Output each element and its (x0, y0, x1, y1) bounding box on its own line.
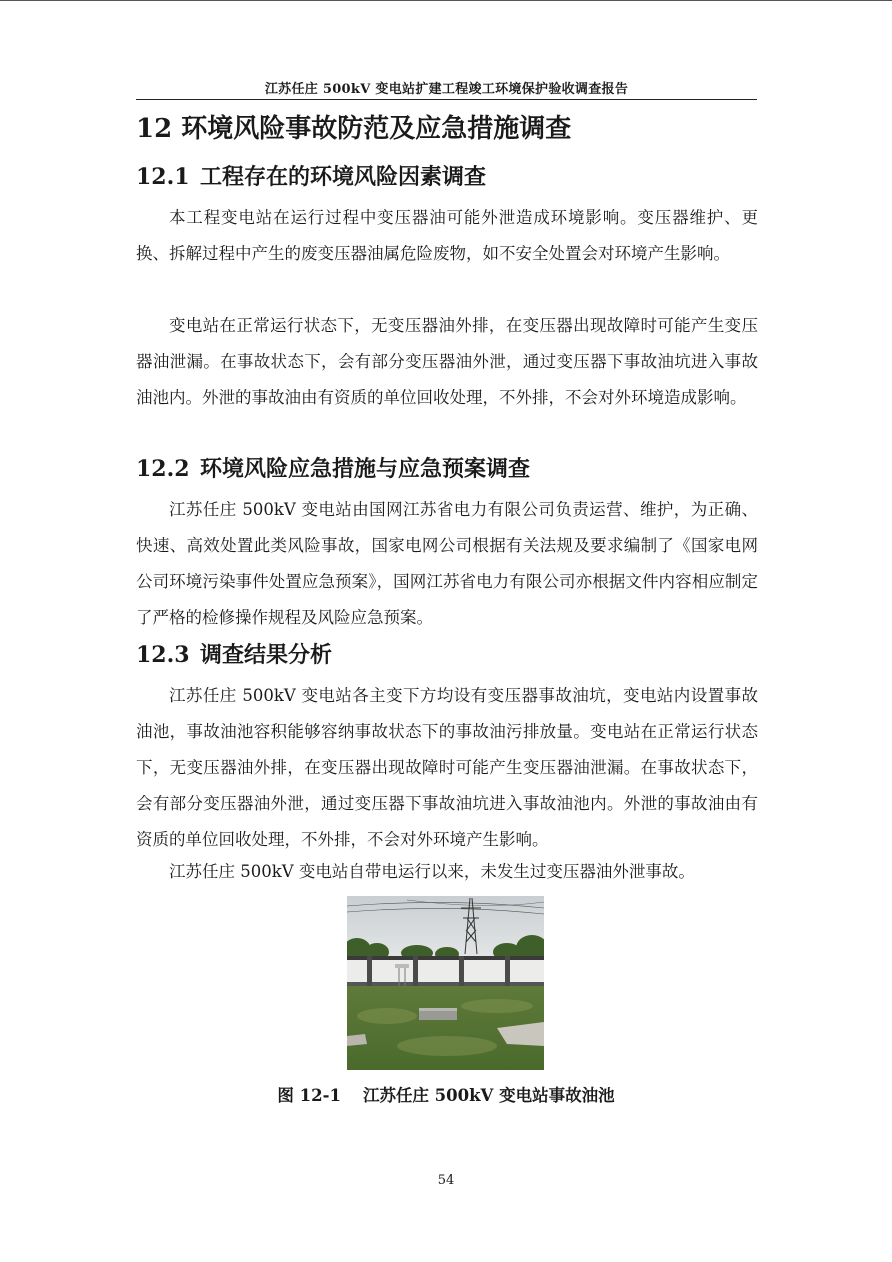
oil-pool-photo (347, 896, 544, 1070)
paragraph: 江苏任庄 500kV 变电站各主变下方均设有变压器事故油坑，变电站内设置事故油池，事故油池容积能够容纳事故状态下的事故油污排放量。变电站在正常运行状态下，无变压器油外排，在变压器出现故障时可能产生变压器油泄漏。在事故状态下，会有部分变压器油外泄，通过变压器下事故油坑进入事故油池内。外泄的事故油由有资质的单位回收处理，不外排，不会对外环境产生影响。 (136, 686, 758, 849)
header-divider (136, 99, 757, 100)
section-number: 12.2 (136, 456, 190, 482)
section-number: 12.3 (136, 642, 190, 668)
chapter-title: 12 环境风险事故防范及应急措施调查 (136, 114, 572, 144)
figure-number: 图 12-1 (277, 1086, 341, 1105)
section-heading-12-3 (136, 638, 332, 669)
figure-caption-text: 江苏任庄 500kV 变电站事故油池 (362, 1086, 615, 1105)
section-heading-12-1 (136, 160, 486, 191)
page-top-rule (0, 0, 892, 1)
section-title: 调查结果分析 (200, 642, 333, 668)
section-title: 环境风险应急措施与应急预案调查 (200, 456, 531, 482)
paragraph: 江苏任庄 500kV 变电站自带电运行以来，未发生过变压器油外泄事故。 (169, 862, 695, 881)
figure-caption (0, 1082, 892, 1106)
running-header: 江苏任庄 500kV 变电站扩建工程竣工环境保护验收调查报告 (264, 82, 629, 97)
section-heading-12-2 (136, 452, 530, 483)
section-title: 工程存在的环境风险因素调查 (200, 164, 487, 190)
paragraph: 本工程变电站在运行过程中变压器油可能外泄造成环境影响。变压器维护、更换、拆解过程中产生的废变压器油属危险废物，如不安全处置会对环境产生影响。 (136, 208, 758, 263)
section-number: 12.1 (136, 164, 190, 190)
paragraph: 江苏任庄 500kV 变电站由国网江苏省电力有限公司负责运营、维护，为正确、快速、高效处置此类风险事故，国家电网公司根据有关法规及要求编制了《国家电网公司环境污染事件处置应急预案》，国网江苏省电力有限公司亦根据文件内容相应制定了严格的检修操作规程及风险应急预案。 (136, 500, 758, 627)
paragraph: 变电站在正常运行状态下，无变压器油外排，在变压器出现故障时可能产生变压器油泄漏。在事故状态下，会有部分变压器油外泄，通过变压器下事故油坑进入事故油池内。外泄的事故油由有资质的单位回收处理，不外排，不会对外环境造成影响。 (136, 316, 758, 407)
page-number: 54 (437, 1173, 455, 1188)
